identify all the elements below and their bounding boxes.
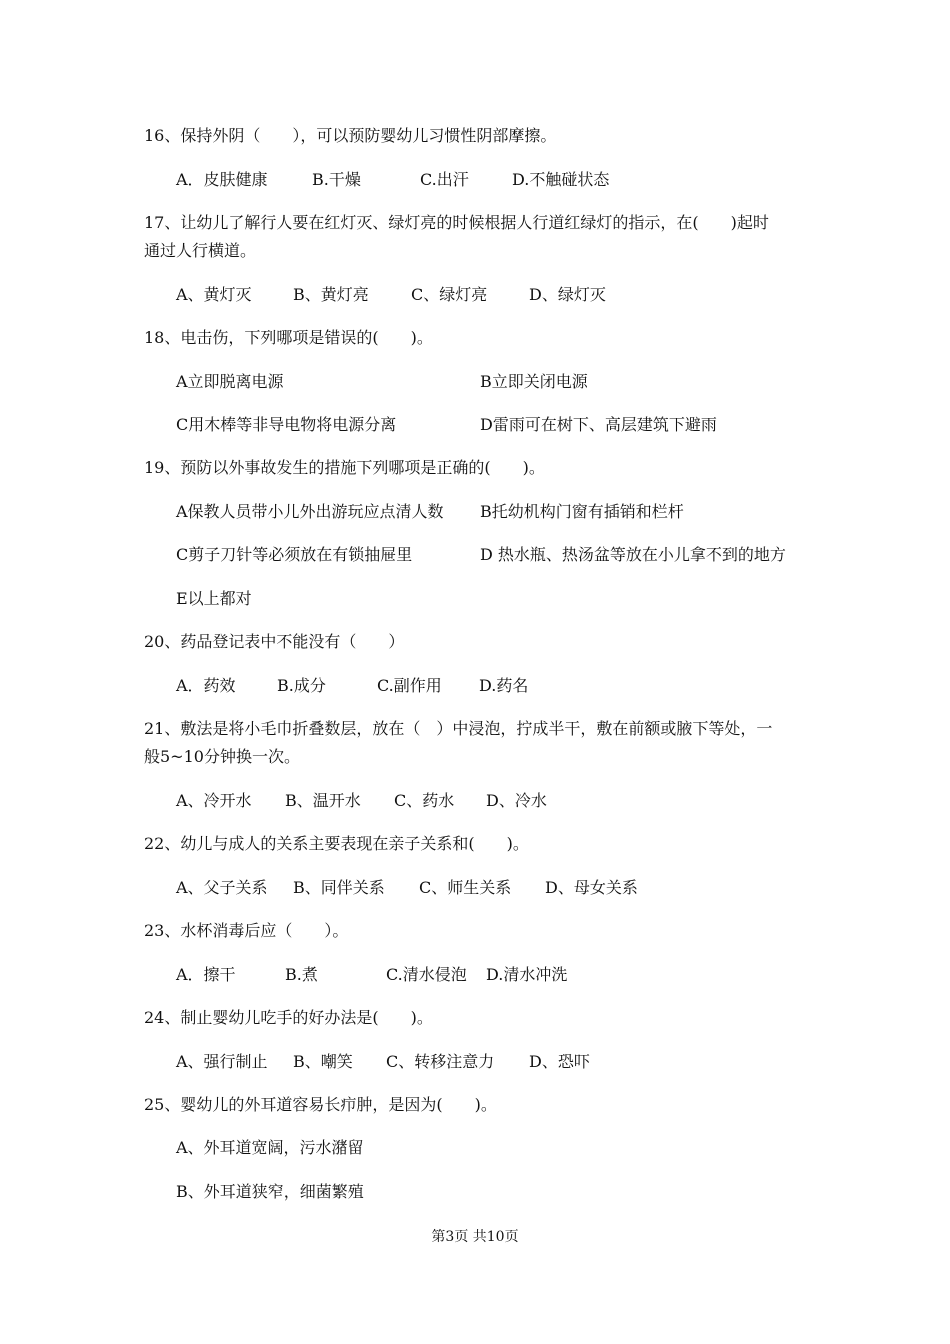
question-19-option-d: D 热水瓶、热汤盆等放在小儿拿不到的地方 [480,545,786,564]
question-22-option-b: B、同伴关系 [293,878,385,897]
question-17-option-a: A、黄灯灭 [176,285,252,304]
question-23-option-a: A．擦干 [176,965,236,984]
question-18-stem-line-1: 18、电击伤，下列哪项是错误的( )。 [144,328,433,347]
question-24-option-d: D、恐吓 [529,1052,590,1071]
question-17-stem-line-2: 通过人行横道。 [144,241,257,260]
question-16-option-c: C.出汗 [420,170,469,189]
question-25-option-a: A、外耳道宽阔，污水潴留 [176,1138,364,1157]
question-25-option-b: B、外耳道狭窄，细菌繁殖 [176,1182,364,1201]
page-footer: 第3页 共10页 [431,1229,519,1245]
question-16-option-a: A．皮肤健康 [176,170,268,189]
question-22-option-d: D、母女关系 [545,878,638,897]
question-23-option-c: C.清水侵泡 [386,965,467,984]
question-19-stem-line-1: 19、预防以外事故发生的措施下列哪项是正确的( )。 [144,458,545,477]
question-22-stem-line-1: 22、幼儿与成人的关系主要表现在亲子关系和( )。 [144,834,529,853]
question-24-stem-line-1: 24、制止婴幼儿吃手的好办法是( )。 [144,1008,433,1027]
question-24-option-a: A、强行制止 [176,1052,268,1071]
question-18-option-a: A立即脱离电源 [176,372,284,391]
question-17-option-d: D、绿灯灭 [529,285,606,304]
question-21-option-a: A、冷开水 [176,791,252,810]
question-18-option-d: D雷雨可在树下、高层建筑下避雨 [480,415,717,434]
question-19-option-e: E以上都对 [176,589,252,608]
question-20-option-d: D.药名 [479,676,529,695]
question-22-option-a: A、父子关系 [176,878,268,897]
question-16-option-b: B.干燥 [312,170,361,189]
question-21-option-d: D、冷水 [486,791,547,810]
question-24-option-c: C、转移注意力 [386,1052,495,1071]
question-20-option-c: C.副作用 [377,676,442,695]
question-20-option-b: B.成分 [277,676,326,695]
question-17-option-c: C、绿灯亮 [411,285,488,304]
question-17-stem-line-1: 17、让幼儿了解行人要在红灯灭、绿灯亮的时候根据人行道红绿灯的指示，在( )起时 [144,213,769,232]
question-16-stem-line-1: 16、保持外阴（ ），可以预防婴幼儿习惯性阴部摩擦。 [144,126,557,145]
question-19-option-b: B托幼机构门窗有插销和栏杆 [480,502,684,521]
question-21-stem-line-1: 21、敷法是将小毛巾折叠数层，放在（ ）中浸泡，拧成半干，敷在前额或腋下等处，一 [144,719,773,738]
question-20-option-a: A．药效 [176,676,236,695]
question-20-stem-line-1: 20、药品登记表中不能没有（ ） [144,632,405,651]
question-17-option-b: B、黄灯亮 [293,285,369,304]
question-21-option-c: C、药水 [394,791,455,810]
question-21-option-b: B、温开水 [285,791,361,810]
question-22-option-c: C、师生关系 [419,878,512,897]
question-24-option-b: B、嘲笑 [293,1052,353,1071]
question-23-stem-line-1: 23、水杯消毒后应（ ）。 [144,921,349,940]
question-23-option-d: D.清水冲洗 [486,965,568,984]
question-25-stem-line-1: 25、婴幼儿的外耳道容易长疖肿，是因为( )。 [144,1095,497,1114]
question-23-option-b: B.煮 [285,965,318,984]
question-18-option-c: C用木棒等非导电物将电源分离 [176,415,397,434]
question-18-option-b: B立即关闭电源 [480,372,588,391]
question-19-option-c: C剪子刀针等必须放在有锁抽屉里 [176,545,413,564]
question-21-stem-line-2: 般5~10分钟换一次。 [144,747,300,766]
question-16-option-d: D.不触碰状态 [512,170,610,189]
question-19-option-a: A保教人员带小儿外出游玩应点清人数 [176,502,444,521]
